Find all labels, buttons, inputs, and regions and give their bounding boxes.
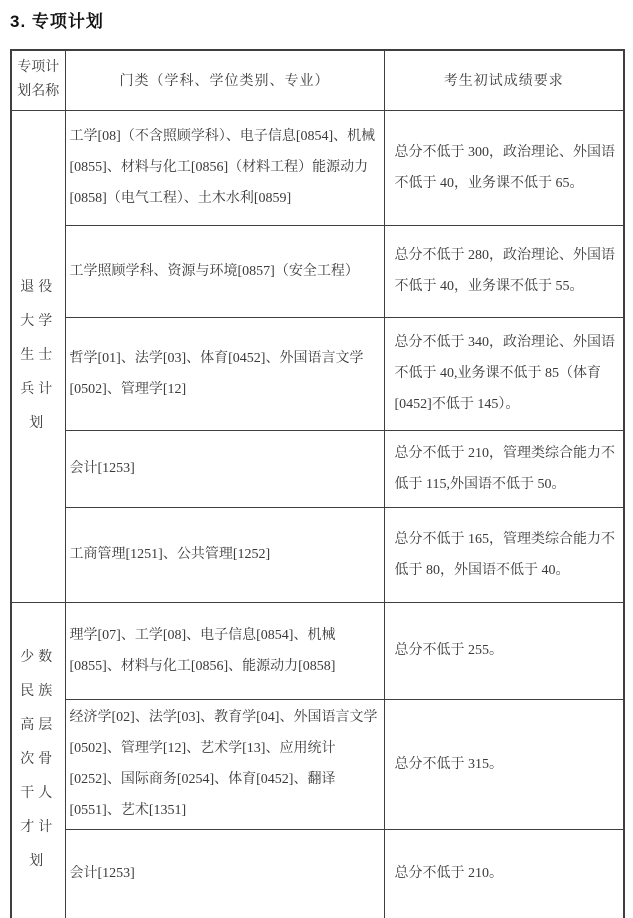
table-row: [11, 699, 624, 829]
categories-cell: 工学照顾学科、资源与环境[0857]（安全工程）: [65, 225, 384, 317]
table-row: [11, 602, 624, 699]
requirement-cell: 总分不低于 300，政治理论、外国语不低于 40，业务课不低于 65。: [384, 110, 624, 225]
categories-cell: 会计[1253]: [65, 430, 384, 507]
table-header-row: [11, 50, 624, 110]
table-row: [11, 110, 624, 225]
requirement-cell: 总分不低于 340，政治理论、外国语不低于 40,业务课不低于 85（体育[0452]不低于 145）。: [384, 317, 624, 430]
categories-cell: 经济学[02]、法学[03]、教育学[04]、外国语言文学[0502]、管理学[12]、艺术学[13]、应用统计[0252]、国际商务[0254]、体育[0452]、翻译[0551]、艺术[1351]: [65, 699, 384, 829]
table-row: [11, 225, 624, 317]
requirement-cell: 总分不低于 315。: [384, 699, 624, 829]
table-row: [11, 829, 624, 918]
requirement-cell: 总分不低于 210，管理类综合能力不低于 115,外国语不低于 50。: [384, 430, 624, 507]
plan-name-ethnic-minority: 少数民族高层次骨干人才计划: [11, 602, 65, 918]
requirement-cell: 总分不低于 210。: [384, 829, 624, 918]
requirement-cell: 总分不低于 255。: [384, 602, 624, 699]
categories-cell: 工学[08]（不含照顾学科）、电子信息[0854]、机械[0855]、材料与化工[0856]（材料工程）能源动力[0858]（电气工程）、土木水利[0859]: [65, 110, 384, 225]
table-row: [11, 507, 624, 602]
header-categories: 门类（学科、学位类别、专业）: [65, 50, 384, 110]
requirement-cell: 总分不低于 165，管理类综合能力不低于 80，外国语不低于 40。: [384, 507, 624, 602]
page-title: 3. 专项计划: [10, 12, 104, 31]
categories-cell: 工商管理[1251]、公共管理[1252]: [65, 507, 384, 602]
categories-cell: 理学[07]、工学[08]、电子信息[0854]、机械[0855]、材料与化工[0856]、能源动力[0858]: [65, 602, 384, 699]
header-plan-name: 专项计划名称: [11, 50, 65, 110]
header-score-requirement: 考生初试成绩要求: [384, 50, 624, 110]
categories-cell: 哲学[01]、法学[03]、体育[0452]、外国语言文学[0502]、管理学[12]: [65, 317, 384, 430]
table-row: [11, 430, 624, 507]
requirement-cell: 总分不低于 280，政治理论、外国语不低于 40，业务课不低于 55。: [384, 225, 624, 317]
table-row: [11, 317, 624, 430]
categories-cell: 会计[1253]: [65, 829, 384, 918]
special-plans-table: [10, 49, 625, 918]
plan-name-veteran-soldier: 退役大学生士兵计划: [11, 110, 65, 602]
